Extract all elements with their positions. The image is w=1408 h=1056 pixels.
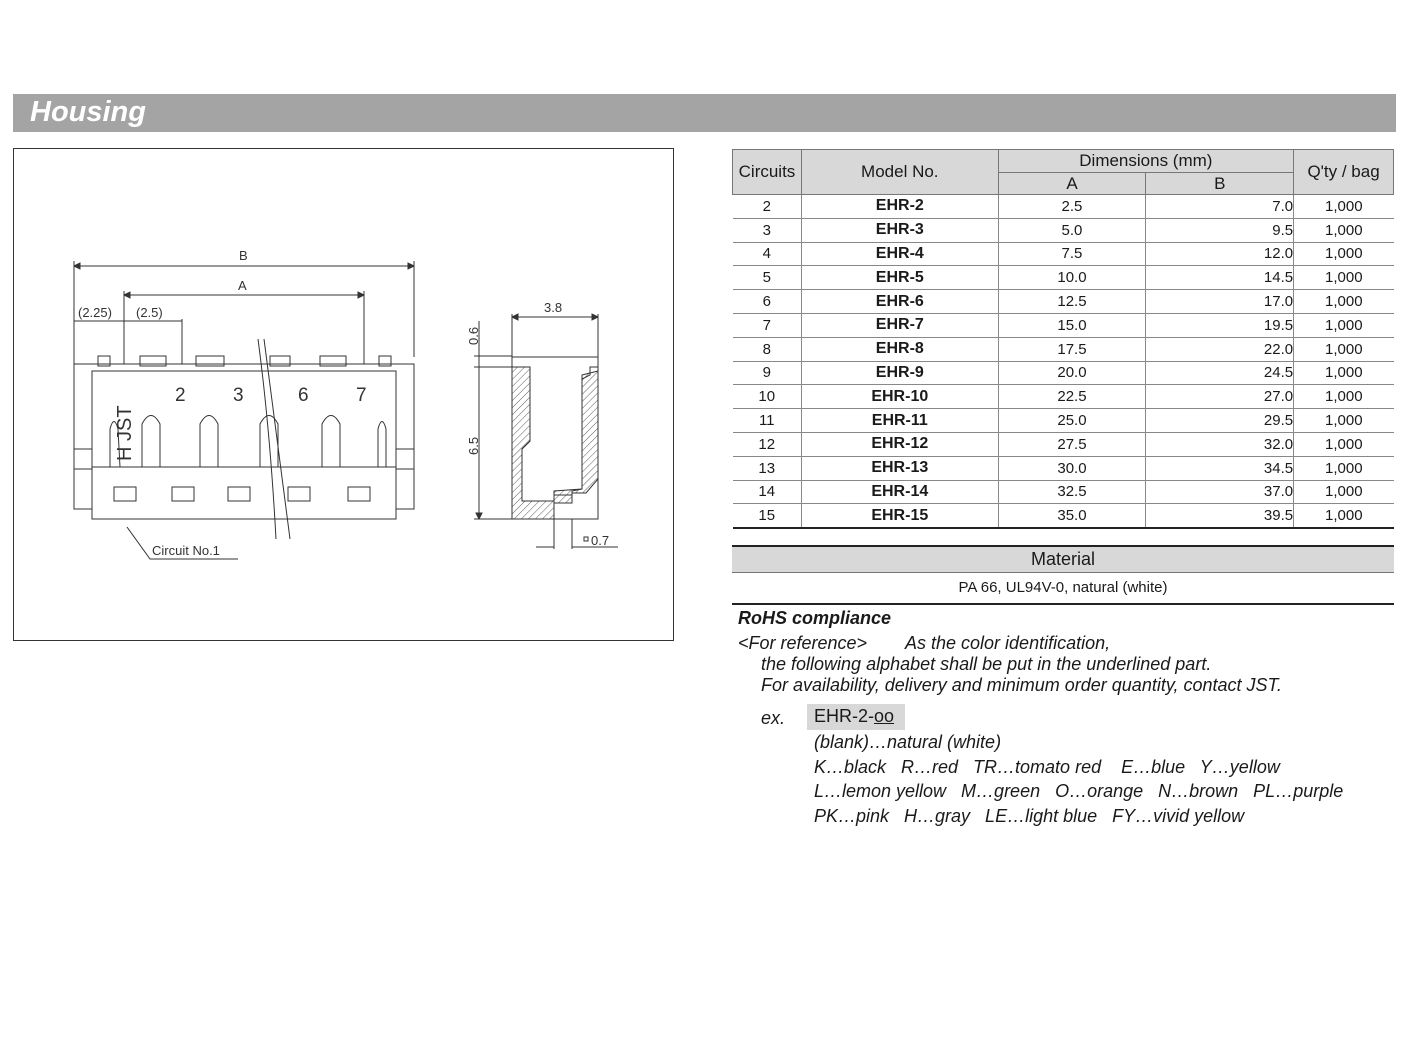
reference-line-3: For availability, delivery and minimum order quantity, contact JST. <box>761 675 1282 695</box>
color-line-3: L…lemon yellow M…green O…orange N…brown PL…purple <box>814 781 1344 801</box>
example-label: ex. <box>761 708 786 728</box>
dim-pitch-label: (2.5) <box>136 305 163 320</box>
housing-drawing <box>13 148 674 641</box>
table-row: 9 EHR-9 20.0 24.5 1,000 <box>733 361 1394 385</box>
table-row: 8 EHR-8 17.5 22.0 1,000 <box>733 337 1394 361</box>
table-row: 2 EHR-2 2.5 7.0 1,000 <box>733 195 1394 219</box>
table-row: 6 EHR-6 12.5 17.0 1,000 <box>733 290 1394 314</box>
dim-pin-label: 0.7 <box>591 533 610 548</box>
section-title: Housing <box>30 96 146 128</box>
example-code-prefix: EHR-2- <box>814 706 875 726</box>
header-model: Model No. <box>801 150 998 195</box>
rohs-title: RoHS compliance <box>738 608 892 628</box>
dim-a-label: A <box>238 278 247 293</box>
pin-label-2: 2 <box>175 385 186 406</box>
table-row: 11 EHR-11 25.0 29.5 1,000 <box>733 409 1394 433</box>
pin-label-6: 6 <box>298 385 309 406</box>
header-qty: Q'ty / bag <box>1294 150 1394 195</box>
side-view <box>466 300 618 549</box>
reference-label: <For reference> <box>738 633 868 653</box>
material-value: PA 66, UL94V-0, natural (white) <box>732 573 1394 605</box>
dim-height-label: 6.5 <box>466 436 481 455</box>
example-code-suffix: oo <box>874 706 895 726</box>
table-row: 10 EHR-10 22.5 27.0 1,000 <box>733 385 1394 409</box>
color-line-4: PK…pink H…gray LE…light blue FY…vivid yellow <box>814 806 1245 826</box>
table-row: 12 EHR-12 27.5 32.0 1,000 <box>733 432 1394 456</box>
example-code <box>814 706 894 727</box>
material-header: Material <box>732 545 1394 573</box>
table-row: 15 EHR-15 35.0 39.5 1,000 <box>733 504 1394 528</box>
header-a: A <box>998 173 1146 195</box>
marking-label: H JST <box>114 405 136 461</box>
color-line-1: (blank)…natural (white) <box>814 732 1002 752</box>
pin-label-3: 3 <box>233 385 244 406</box>
header-b: B <box>1146 173 1294 195</box>
table-row: 14 EHR-14 32.5 37.0 1,000 <box>733 480 1394 504</box>
reference-line-2: the following alphabet shall be put in the underlined part. <box>761 654 1212 674</box>
dim-b-label: B <box>239 248 248 263</box>
dim-pitch-start-label: (2.25) <box>78 305 112 320</box>
header-dimensions: Dimensions (mm) <box>998 150 1294 173</box>
section-banner <box>13 94 1396 132</box>
table-row: 7 EHR-7 15.0 19.5 1,000 <box>733 313 1394 337</box>
dim-top-label: 0.6 <box>466 326 481 345</box>
dimensions-table <box>732 149 1394 529</box>
color-line-2: K…black R…red TR…tomato red E…blue Y…yellow <box>814 757 1280 777</box>
reference-line-1: As the color identification, <box>905 633 1111 653</box>
table-row: 5 EHR-5 10.0 14.5 1,000 <box>733 266 1394 290</box>
pin-label-7: 7 <box>356 385 367 406</box>
front-view <box>74 248 414 559</box>
circuit-label: Circuit No.1 <box>152 543 220 558</box>
table-row: 13 EHR-13 30.0 34.5 1,000 <box>733 456 1394 480</box>
dim-width-label: 3.8 <box>544 300 563 315</box>
table-row: 4 EHR-4 7.5 12.0 1,000 <box>733 242 1394 266</box>
housing-drawing-svg <box>14 149 673 640</box>
header-circuits: Circuits <box>733 150 802 195</box>
table-row: 3 EHR-3 5.0 9.5 1,000 <box>733 218 1394 242</box>
